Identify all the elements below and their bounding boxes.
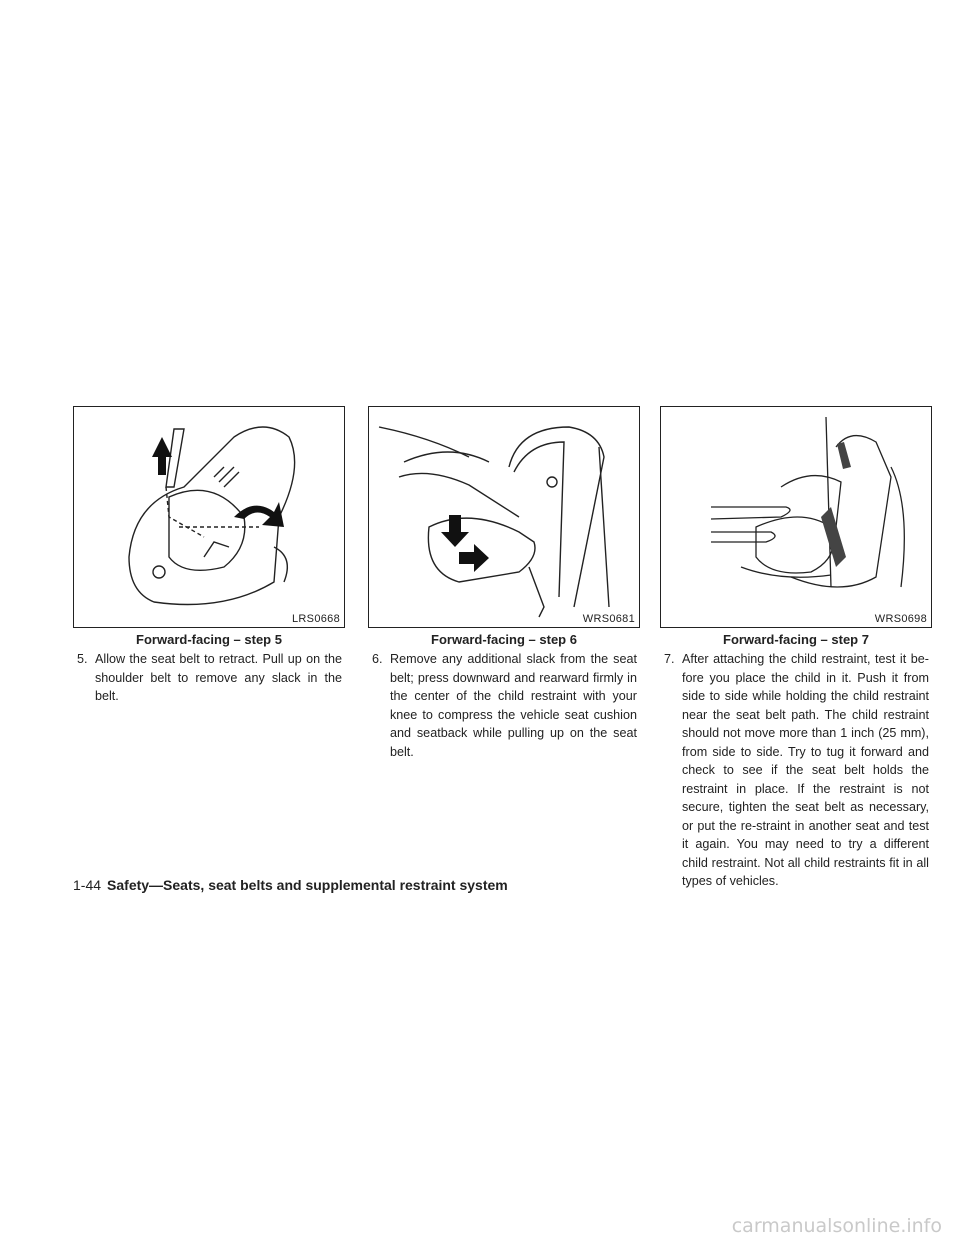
section-title: Safety—Seats, seat belts and supplemental restraint system (107, 877, 508, 893)
step-number: 5. (77, 652, 88, 666)
shoulder-belt-pattern (837, 442, 851, 469)
figure-caption: Forward-facing – step 6 (431, 632, 577, 647)
instruction-step-7 (664, 650, 929, 891)
step-number: 7. (664, 652, 675, 666)
illustration-step-5 (73, 406, 345, 628)
step-text: After attaching the child restraint, test it be-fore you place the child in it. Push it from side to side while holding the child restraint near the seat belt path. The child restraint should not move more than 1 inch (25 mm), from side to side. Try to tug it forward and check to see if the seat belt holds the restraint in place. If the restraint is not secure, tighten the seat belt as necessary, or put the re-straint in another seat and test it again. You may need to try a different child restraint. Not all child restraints fit in all types of vehicles. (682, 652, 929, 888)
page-number: 1-44 (73, 877, 102, 893)
instruction-step-6 (372, 650, 637, 761)
figure-code: WRS0698 (874, 613, 927, 625)
seat-belt-pattern (821, 507, 846, 567)
illustration-step-6 (368, 406, 640, 628)
child-seat-belt-retract-illustration (74, 407, 344, 627)
watermark: carmanualsonline.info (731, 1215, 942, 1237)
step-number: 6. (372, 652, 383, 666)
curved-arrow-icon (234, 502, 284, 527)
figure-caption: Forward-facing – step 7 (723, 632, 869, 647)
figure-code: WRS0681 (582, 613, 635, 625)
child-seat-compress-illustration (369, 407, 639, 627)
illustration-step-7 (660, 406, 932, 628)
step-text: Remove any additional slack from the seat belt; press downward and rearward firmly in the center of the child restraint with your knee to compress the vehicle seat cushion and seatback while pulling up on the seat belt. (390, 652, 637, 759)
page-footer (73, 877, 508, 893)
step-text: Allow the seat belt to retract. Pull up on the shoulder belt to remove any slack in the belt. (95, 652, 342, 703)
right-arrow-icon (459, 544, 489, 572)
down-arrow-icon (441, 515, 469, 547)
figure-code: LRS0668 (292, 613, 340, 625)
instruction-step-5 (77, 650, 342, 706)
figure-caption: Forward-facing – step 5 (136, 632, 282, 647)
child-seat-test-illustration (661, 407, 931, 627)
